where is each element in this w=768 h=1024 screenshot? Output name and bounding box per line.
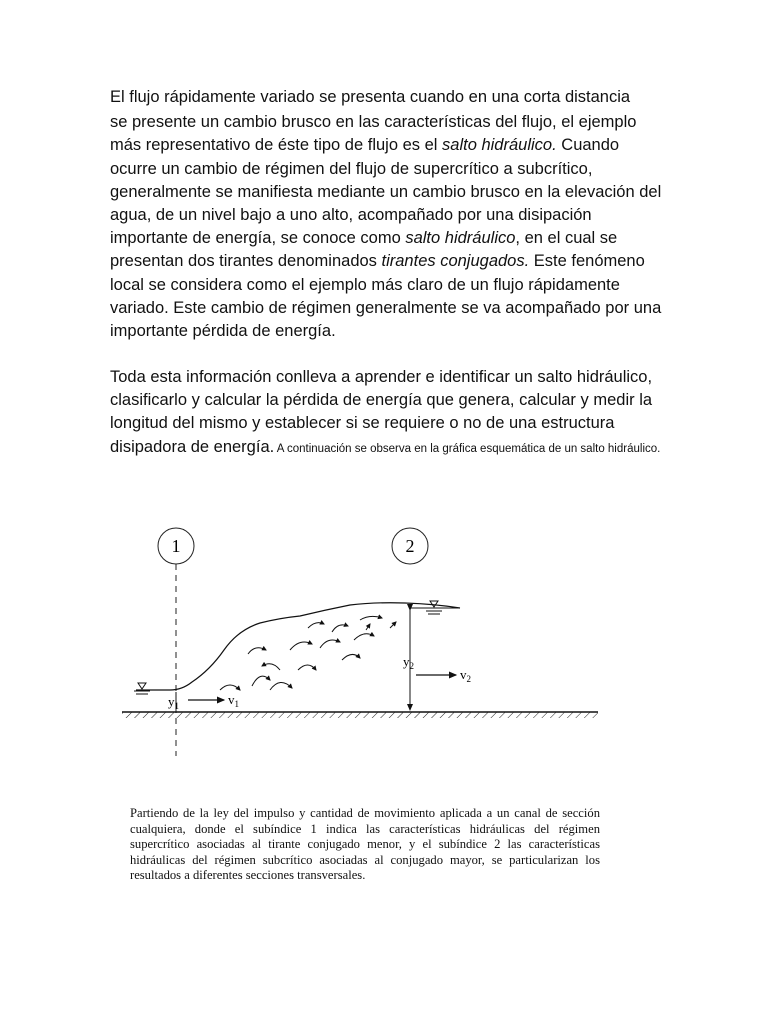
paragraph-intro-text3: , en el cual se presentan dos tirantes denominados (110, 229, 618, 271)
paragraph-objectives (110, 366, 680, 459)
section-2-label: 2 (405, 536, 415, 556)
figure-intro-text: A continuación se observa en la gráfica esquemática de un salto hidráulico. (274, 442, 661, 455)
channel-bed-hatch (122, 712, 598, 718)
hydraulic-jump-figure (120, 520, 600, 770)
paragraph-intro-text2: Cuando ocurre un cambio de régimen del flujo de supercrítico a subcrítico, generalmente se manifiesta mediante un cambio brusco en la elevación del agua, de un nivel bajo a uno alto, acompañado por una disipación importante de energía, se conoce como (110, 136, 662, 248)
section-1-marker (158, 528, 194, 564)
v2-label: $v_2$ (460, 667, 471, 684)
y2-label: $y_2$ (403, 654, 414, 671)
term-tirantes-conjugados: tirantes conjugados. (381, 252, 530, 271)
y1-label: $y_1$ (168, 694, 179, 711)
v1-label: $v_1$ (228, 692, 239, 709)
water-level-symbol-2 (410, 601, 460, 614)
paragraph-intro-text1: se presente un cambio brusco en las características del flujo, el ejemplo más representativo de éste tipo de flujo es el (110, 113, 637, 155)
water-level-symbol-1 (134, 683, 150, 694)
figure-caption: Partiendo de la ley del impulso y cantidad de movimiento aplicada a un canal de sección cualquiera, donde el subíndice 1 indica las características hidráulicas del régimen supercrítico asociadas al tirante conjugado menor, y el subíndice 2 las características hidráulicas del régimen subcrítico asociadas al conjugado mayor, se particularizan los resultados a diferentes secciones transversales. (130, 806, 600, 883)
roller-eddies (220, 616, 396, 690)
hydraulic-jump-diagram (120, 520, 600, 770)
paragraph-intro-line1: El flujo rápidamente variado se presenta cuando en una corta distancia (110, 88, 631, 106)
water-surface (136, 603, 460, 690)
term-salto-hidraulico: salto hidráulico. (442, 136, 557, 155)
paragraph-objectives-text: Toda esta información conlleva a aprender e identificar un salto hidráulico, clasificarlo y calcular la pérdida de energía que genera, calcular y medir la longitud del mismo y establecer si se requiere o no de una estructura disipadora de energía. (110, 368, 653, 456)
paragraph-intro (110, 86, 670, 343)
section-1-label: 1 (171, 536, 181, 556)
term-salto-hidraulico-2: salto hidráulico (405, 229, 516, 248)
section-2-marker (392, 528, 428, 564)
paragraph-intro-text4: Este fenómeno local se considera como el ejemplo más claro de un flujo rápidamente variado. Este cambio de régimen generalmente se va acompañado por una importante pérdida de energía. (110, 252, 662, 341)
